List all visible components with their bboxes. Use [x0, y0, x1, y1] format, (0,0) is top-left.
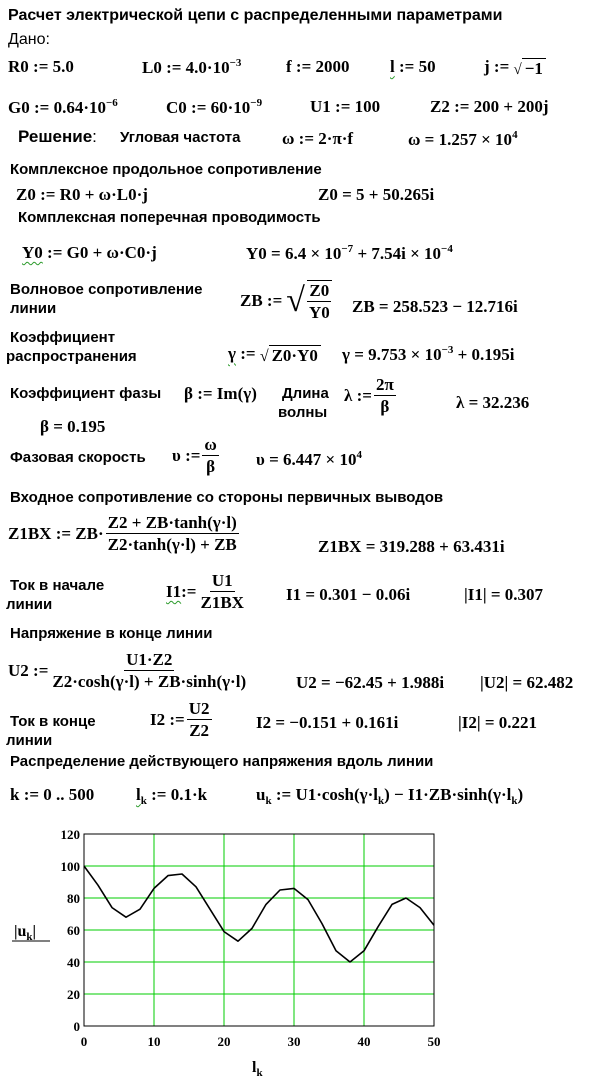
- lambda-definition: λ := $\frac{2\pi}{\beta}$: [344, 375, 394, 416]
- y0-value: $Y0 = 6.4 \times 10^{-7} + 7.54i \times 10^{-4}$: [246, 243, 453, 263]
- lambda-heading-line-2: волны: [278, 404, 328, 421]
- lambda-value: λ = 32.236: [456, 393, 530, 412]
- x-tick-labels: [81, 1034, 441, 1049]
- u1-definition: U1 := 100: [310, 97, 381, 116]
- z0-value: Z0 = 5 + 50.265i: [318, 185, 435, 204]
- page-title: Расчет электрической цепи с распределенными параметрами: [8, 7, 503, 24]
- y-tick-label: 80: [67, 891, 80, 906]
- gamma-value: $\gamma = 9.753 \times 10^{-3} + 0.195i$: [342, 344, 515, 364]
- z1bx-value: Z1BX = 319.288 + 63.431i: [318, 537, 505, 556]
- f-definition: f := 2000: [286, 57, 350, 76]
- y-tick-label: 40: [67, 955, 80, 970]
- z1bx-heading: Входное сопротивление со стороны первичных выводов: [10, 489, 444, 506]
- distribution-heading: Распределение действующего напряжения вдоль линии: [10, 753, 434, 770]
- i1-heading-line-1: Ток в начале: [10, 577, 105, 594]
- k-range-definition: k := 0 .. 500: [10, 785, 95, 804]
- solution-label: Решение:: [18, 127, 97, 146]
- i1-value: I1 = 0.301 − 0.06i: [286, 585, 411, 604]
- z1bx-definition: Z1BX := ZB· Z2 + ZB·tanh(γ·l) Z2·tanh(γ·l) + ZB: [8, 513, 237, 554]
- uk-definition: $u_k$ := $U1\cdot\cosh(\gamma\cdot l_k) - I1\cdot ZB\cdot\sinh(\gamma\cdot l_k)$: [256, 785, 524, 807]
- z2-definition: Z2 := 200 + 200j: [430, 97, 549, 116]
- lambda-heading-line-1: Длина: [282, 385, 329, 402]
- y-axis-label: [12, 923, 50, 943]
- i2-definition: I2 := $\frac{U2}{Z2}$: [150, 699, 210, 740]
- y-tick-label: 60: [67, 923, 80, 938]
- y-axis-label-text: $|u_k|$: [14, 923, 37, 943]
- r0-definition: R0 := 5.0: [8, 57, 74, 76]
- i2-magnitude: |I2| = 0.221: [458, 713, 538, 732]
- series-line: [84, 866, 434, 962]
- l-definition: l := 50: [390, 57, 436, 76]
- zb-heading-line-2: линии: [10, 300, 57, 317]
- lk-definition: $l_k$ := 0.1·k: [136, 785, 208, 807]
- u2-definition: U2 := $\frac{U1\cdot Z2}{Z2\cdot\cosh(\gamma\cdot l) + ZB\cdot\sinh(\gamma\cdot l)}$: [8, 650, 247, 691]
- y-tick-labels: [61, 827, 81, 1034]
- velocity-heading: Фазовая скорость: [10, 449, 146, 466]
- gamma-heading-line-2: распространения: [6, 348, 137, 365]
- u2-heading: Напряжение в конце линии: [10, 625, 213, 642]
- j-definition: j := √ −1: [484, 58, 546, 78]
- i2-value: I2 = −0.151 + 0.161i: [256, 713, 399, 732]
- i2-heading-line-2: линии: [6, 732, 53, 749]
- y-tick-label: 100: [60, 859, 80, 874]
- y0-definition: Y0 := G0 + ω·C0·j: [22, 243, 157, 262]
- z0-heading: Комплексное продольное сопротивление: [10, 161, 322, 178]
- zb-definition: ZB := √ Z0 Y0: [240, 281, 330, 322]
- l0-definition: L0 := $4.0\cdot 10^{-3}$: [142, 57, 242, 77]
- z0-definition: Z0 := R0 + ω·L0·j: [16, 185, 148, 204]
- i1-heading-line-2: линии: [6, 596, 53, 613]
- i1-magnitude: |I1| = 0.307: [464, 585, 544, 604]
- beta-value: β = 0.195: [40, 417, 106, 436]
- g0-definition: G0 := $0.64\cdot 10^{-6}$: [8, 97, 118, 117]
- omega-heading: Угловая частота: [120, 129, 241, 146]
- y-tick-label: 120: [60, 827, 80, 842]
- velocity-value: $\upsilon = 6.447 \times 10^4$: [256, 449, 362, 469]
- y-tick-label: 0: [73, 1019, 80, 1034]
- beta-heading: Коэффициент фазы: [10, 385, 162, 402]
- x-tick-label: 20: [217, 1034, 231, 1049]
- zb-value: ZB = 258.523 − 12.716i: [352, 297, 518, 316]
- x-tick-label: 50: [427, 1034, 441, 1049]
- chart-grid: [84, 834, 434, 1026]
- y-tick-label: 20: [67, 987, 80, 1002]
- i1-definition: I1 := $\frac{U1}{Z1BX}$: [166, 571, 244, 612]
- c0-definition: C0 := $60\cdot 10^{-9}$: [166, 97, 263, 117]
- voltage-distribution-chart: [0, 820, 605, 1082]
- omega-value: $\omega = 1.257 \times 10^4$: [408, 129, 518, 149]
- omega-definition: ω := 2·π·f: [282, 129, 354, 148]
- x-tick-label: 30: [287, 1034, 301, 1049]
- y0-heading: Комплексная поперечная проводимость: [18, 209, 321, 226]
- x-tick-label: 10: [147, 1034, 161, 1049]
- beta-definition: β := Im(γ): [184, 384, 257, 403]
- given-label: Дано:: [8, 31, 50, 48]
- gamma-heading-line-1: Коэффициент: [10, 329, 116, 346]
- velocity-definition: υ := $\frac{\omega}{\beta}$: [172, 435, 217, 476]
- zb-heading-line-1: Волновое сопротивление: [10, 281, 203, 298]
- i2-heading-line-1: Ток в конце: [10, 713, 96, 730]
- x-tick-label: 0: [80, 1034, 88, 1049]
- x-axis-label: $l_k$: [252, 1059, 263, 1079]
- x-tick-label: 40: [357, 1034, 371, 1049]
- gamma-definition: γ := √ Z0·Y0: [228, 345, 321, 365]
- u2-magnitude: |U2| = 62.482: [480, 673, 574, 692]
- u2-value: U2 = −62.45 + 1.988i: [296, 673, 445, 692]
